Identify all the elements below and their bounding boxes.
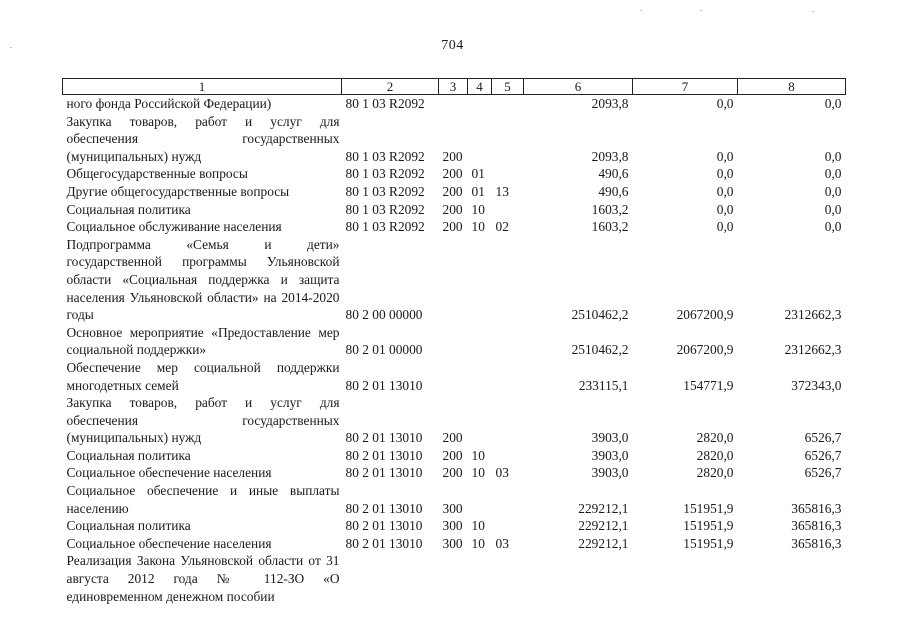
row-rz-cell: 01 — [471, 183, 485, 199]
row-value-cell: 0,0 — [716, 201, 734, 217]
row-code-cell: 80 1 03 R2092 — [345, 148, 425, 164]
row-value-cell: 2067200,9 — [676, 342, 734, 358]
row-value-cell: 0,0 — [824, 219, 842, 235]
header-cell-3: 3 — [439, 79, 468, 95]
row-pr-cell — [492, 113, 524, 166]
row-value-cell: 154771,9 — [683, 377, 734, 393]
row-pr-cell: 03 — [495, 535, 509, 551]
table-row — [63, 447, 846, 465]
row-name-cell: ного фонда Российской Федерации) — [66, 96, 272, 111]
row-code-cell: 80 1 03 R2092 — [345, 183, 425, 199]
table-row — [63, 535, 846, 553]
row-code-cell: 80 2 00 00000 — [345, 307, 423, 323]
row-rz-cell — [468, 95, 492, 113]
row-value-cell: 6526,7 — [804, 447, 842, 463]
row-value-cell: 0,0 — [716, 166, 734, 182]
row-value-cell: 365816,3 — [791, 500, 842, 516]
row-value-cell: 0,0 — [824, 166, 842, 182]
row-pr-cell — [492, 95, 524, 113]
header-cell-8: 8 — [738, 79, 846, 95]
table-row — [63, 394, 846, 447]
row-value-cell: 365816,3 — [791, 518, 842, 534]
row-value-cell: 6526,7 — [804, 430, 842, 446]
row-name-cell: Социальная политика — [66, 518, 191, 534]
budget-table — [62, 78, 846, 605]
header-row — [63, 79, 846, 95]
row-rz-cell: 10 — [471, 535, 485, 551]
row-value-cell — [524, 552, 633, 605]
row-value-cell: 0,0 — [716, 183, 734, 199]
row-rz-cell — [468, 394, 492, 447]
table-row — [63, 218, 846, 236]
row-code-cell: 80 2 01 13010 — [345, 447, 423, 463]
row-code-cell: 80 2 01 13010 — [345, 500, 423, 516]
row-value-cell: 2312662,3 — [784, 342, 842, 358]
row-name-cell: Другие общегосударственные вопросы — [66, 183, 290, 199]
row-pr-cell: 13 — [495, 183, 509, 199]
row-vr-cell: 200 — [442, 219, 463, 235]
row-value-cell: 229212,1 — [578, 518, 629, 534]
row-code-cell: 80 2 01 13010 — [345, 535, 423, 551]
row-value-cell: 490,6 — [598, 183, 629, 199]
row-pr-cell — [492, 165, 524, 183]
header-cell-5: 5 — [492, 79, 524, 95]
table-header — [63, 79, 846, 95]
row-rz-cell — [468, 482, 492, 517]
row-value-cell: 0,0 — [824, 201, 842, 217]
row-value-cell: 151951,9 — [683, 535, 734, 551]
row-name-cell: Закупка товаров, работ и услуг для обеспечения государственных (муниципальных) нужд — [66, 395, 340, 446]
row-vr-cell — [439, 236, 468, 324]
table-row — [63, 165, 846, 183]
row-rz-cell — [468, 113, 492, 166]
row-value-cell: 2093,8 — [591, 96, 629, 111]
row-name-cell: Закупка товаров, работ и услуг для обеспечения государственных (муниципальных) нужд — [66, 113, 340, 164]
row-value-cell: 233115,1 — [578, 377, 629, 393]
row-vr-cell: 200 — [442, 201, 463, 217]
row-vr-cell: 200 — [442, 447, 463, 463]
row-name-cell: Социальное обеспечение населения — [66, 465, 272, 481]
row-rz-cell: 10 — [471, 447, 485, 463]
row-pr-cell — [492, 359, 524, 394]
row-value-cell: 2312662,3 — [784, 307, 842, 323]
table-row — [63, 236, 846, 324]
scan-speck — [640, 10, 642, 11]
row-value-cell: 2067200,9 — [676, 307, 734, 323]
table-row — [63, 482, 846, 517]
row-code-cell: 80 1 03 R2092 — [345, 96, 425, 111]
table-row — [63, 201, 846, 219]
row-code-cell: 80 2 01 13010 — [345, 377, 423, 393]
row-value-cell: 0,0 — [824, 183, 842, 199]
row-name-cell: Реализация Закона Ульяновской области от 31 августа 2012 года № 112-ЗО «О единовременном денежном пособии — [66, 553, 340, 604]
row-vr-cell — [439, 552, 468, 605]
scan-speck — [700, 10, 702, 11]
scan-speck — [812, 11, 814, 12]
row-value-cell: 2820,0 — [696, 447, 734, 463]
row-rz-cell — [468, 324, 492, 359]
row-rz-cell: 10 — [471, 201, 485, 217]
row-value-cell: 1603,2 — [591, 201, 629, 217]
row-name-cell: Социальное обеспечение населения — [66, 535, 272, 551]
row-name-cell: Подпрограмма «Семья и дети» государственной программы Ульяновской области «Социальная поддержка и защита населения Ульяновской области» на 2014-2020 годы — [66, 236, 340, 323]
row-code-cell: 80 2 01 00000 — [345, 342, 423, 358]
row-value-cell: 365816,3 — [791, 535, 842, 551]
header-cell-1: 1 — [63, 79, 342, 95]
scan-speck — [10, 47, 12, 48]
row-name-cell: Основное мероприятие «Предоставление мер социальной поддержки» — [66, 324, 340, 358]
row-value-cell: 372343,0 — [791, 377, 842, 393]
table-row — [63, 113, 846, 166]
row-vr-cell: 200 — [442, 183, 463, 199]
row-code-cell — [342, 552, 439, 605]
row-pr-cell — [492, 482, 524, 517]
row-vr-cell: 200 — [442, 430, 463, 446]
header-cell-4: 4 — [468, 79, 492, 95]
header-cell-7: 7 — [633, 79, 738, 95]
row-value-cell: 2510462,2 — [571, 307, 629, 323]
row-name-cell: Обеспечение мер социальной поддержки многодетных семей — [66, 359, 340, 393]
row-rz-cell: 10 — [471, 465, 485, 481]
row-pr-cell — [492, 201, 524, 219]
row-value-cell: 0,0 — [824, 96, 842, 111]
header-cell-2: 2 — [342, 79, 439, 95]
table-body — [63, 95, 846, 606]
row-vr-cell: 200 — [442, 465, 463, 481]
table-row — [63, 552, 846, 605]
row-value-cell: 3903,0 — [591, 465, 629, 481]
row-value-cell: 151951,9 — [683, 518, 734, 534]
row-name-cell: Социальное обеспечение и иные выплаты населению — [66, 483, 340, 516]
row-pr-cell — [492, 324, 524, 359]
row-pr-cell — [492, 394, 524, 447]
row-code-cell: 80 2 01 13010 — [345, 465, 423, 481]
row-value-cell: 6526,7 — [804, 465, 842, 481]
row-rz-cell — [468, 236, 492, 324]
row-value-cell: 151951,9 — [683, 500, 734, 516]
row-pr-cell — [492, 517, 524, 535]
row-pr-cell: 03 — [495, 465, 509, 481]
row-rz-cell: 10 — [471, 518, 485, 534]
row-code-cell: 80 1 03 R2092 — [345, 166, 425, 182]
row-value-cell: 229212,1 — [578, 535, 629, 551]
row-vr-cell: 300 — [442, 500, 463, 516]
row-value-cell: 2820,0 — [696, 465, 734, 481]
row-pr-cell — [492, 552, 524, 605]
row-vr-cell — [439, 359, 468, 394]
row-code-cell: 80 2 01 13010 — [345, 518, 423, 534]
row-value-cell: 2510462,2 — [571, 342, 629, 358]
row-value-cell: 0,0 — [716, 148, 734, 164]
row-rz-cell: 01 — [471, 166, 485, 182]
row-rz-cell: 10 — [471, 219, 485, 235]
row-value-cell: 490,6 — [598, 166, 629, 182]
row-value-cell — [738, 552, 846, 605]
row-vr-cell: 300 — [442, 535, 463, 551]
table-row — [63, 517, 846, 535]
header-cell-6: 6 — [524, 79, 633, 95]
row-vr-cell: 200 — [442, 166, 463, 182]
row-name-cell: Социальное обслуживание населения — [66, 219, 282, 235]
table-row — [63, 464, 846, 482]
row-name-cell: Социальная политика — [66, 447, 191, 463]
row-pr-cell — [492, 236, 524, 324]
row-name-cell: Общегосударственные вопросы — [66, 166, 248, 182]
row-value-cell: 0,0 — [716, 96, 734, 111]
row-value-cell: 3903,0 — [591, 447, 629, 463]
row-pr-cell: 02 — [495, 219, 509, 235]
row-value-cell: 0,0 — [824, 148, 842, 164]
row-value-cell: 2093,8 — [591, 148, 629, 164]
row-pr-cell — [492, 447, 524, 465]
table-row — [63, 359, 846, 394]
row-rz-cell — [468, 359, 492, 394]
row-value-cell: 3903,0 — [591, 430, 629, 446]
budget-table-sheet — [62, 78, 845, 605]
row-vr-cell — [439, 324, 468, 359]
row-value-cell: 1603,2 — [591, 219, 629, 235]
row-code-cell: 80 2 01 13010 — [345, 430, 423, 446]
row-name-cell: Социальная политика — [66, 201, 191, 217]
row-vr-cell: 300 — [442, 518, 463, 534]
row-rz-cell — [468, 552, 492, 605]
table-row — [63, 95, 846, 113]
row-code-cell: 80 1 03 R2092 — [345, 219, 425, 235]
table-row — [63, 183, 846, 201]
row-vr-cell — [439, 95, 468, 113]
row-vr-cell: 200 — [442, 148, 463, 164]
row-value-cell: 0,0 — [716, 219, 734, 235]
page-number: 704 — [441, 38, 464, 53]
row-value-cell: 2820,0 — [696, 430, 734, 446]
table-row — [63, 324, 846, 359]
row-code-cell: 80 1 03 R2092 — [345, 201, 425, 217]
row-value-cell — [633, 552, 738, 605]
row-value-cell: 229212,1 — [578, 500, 629, 516]
